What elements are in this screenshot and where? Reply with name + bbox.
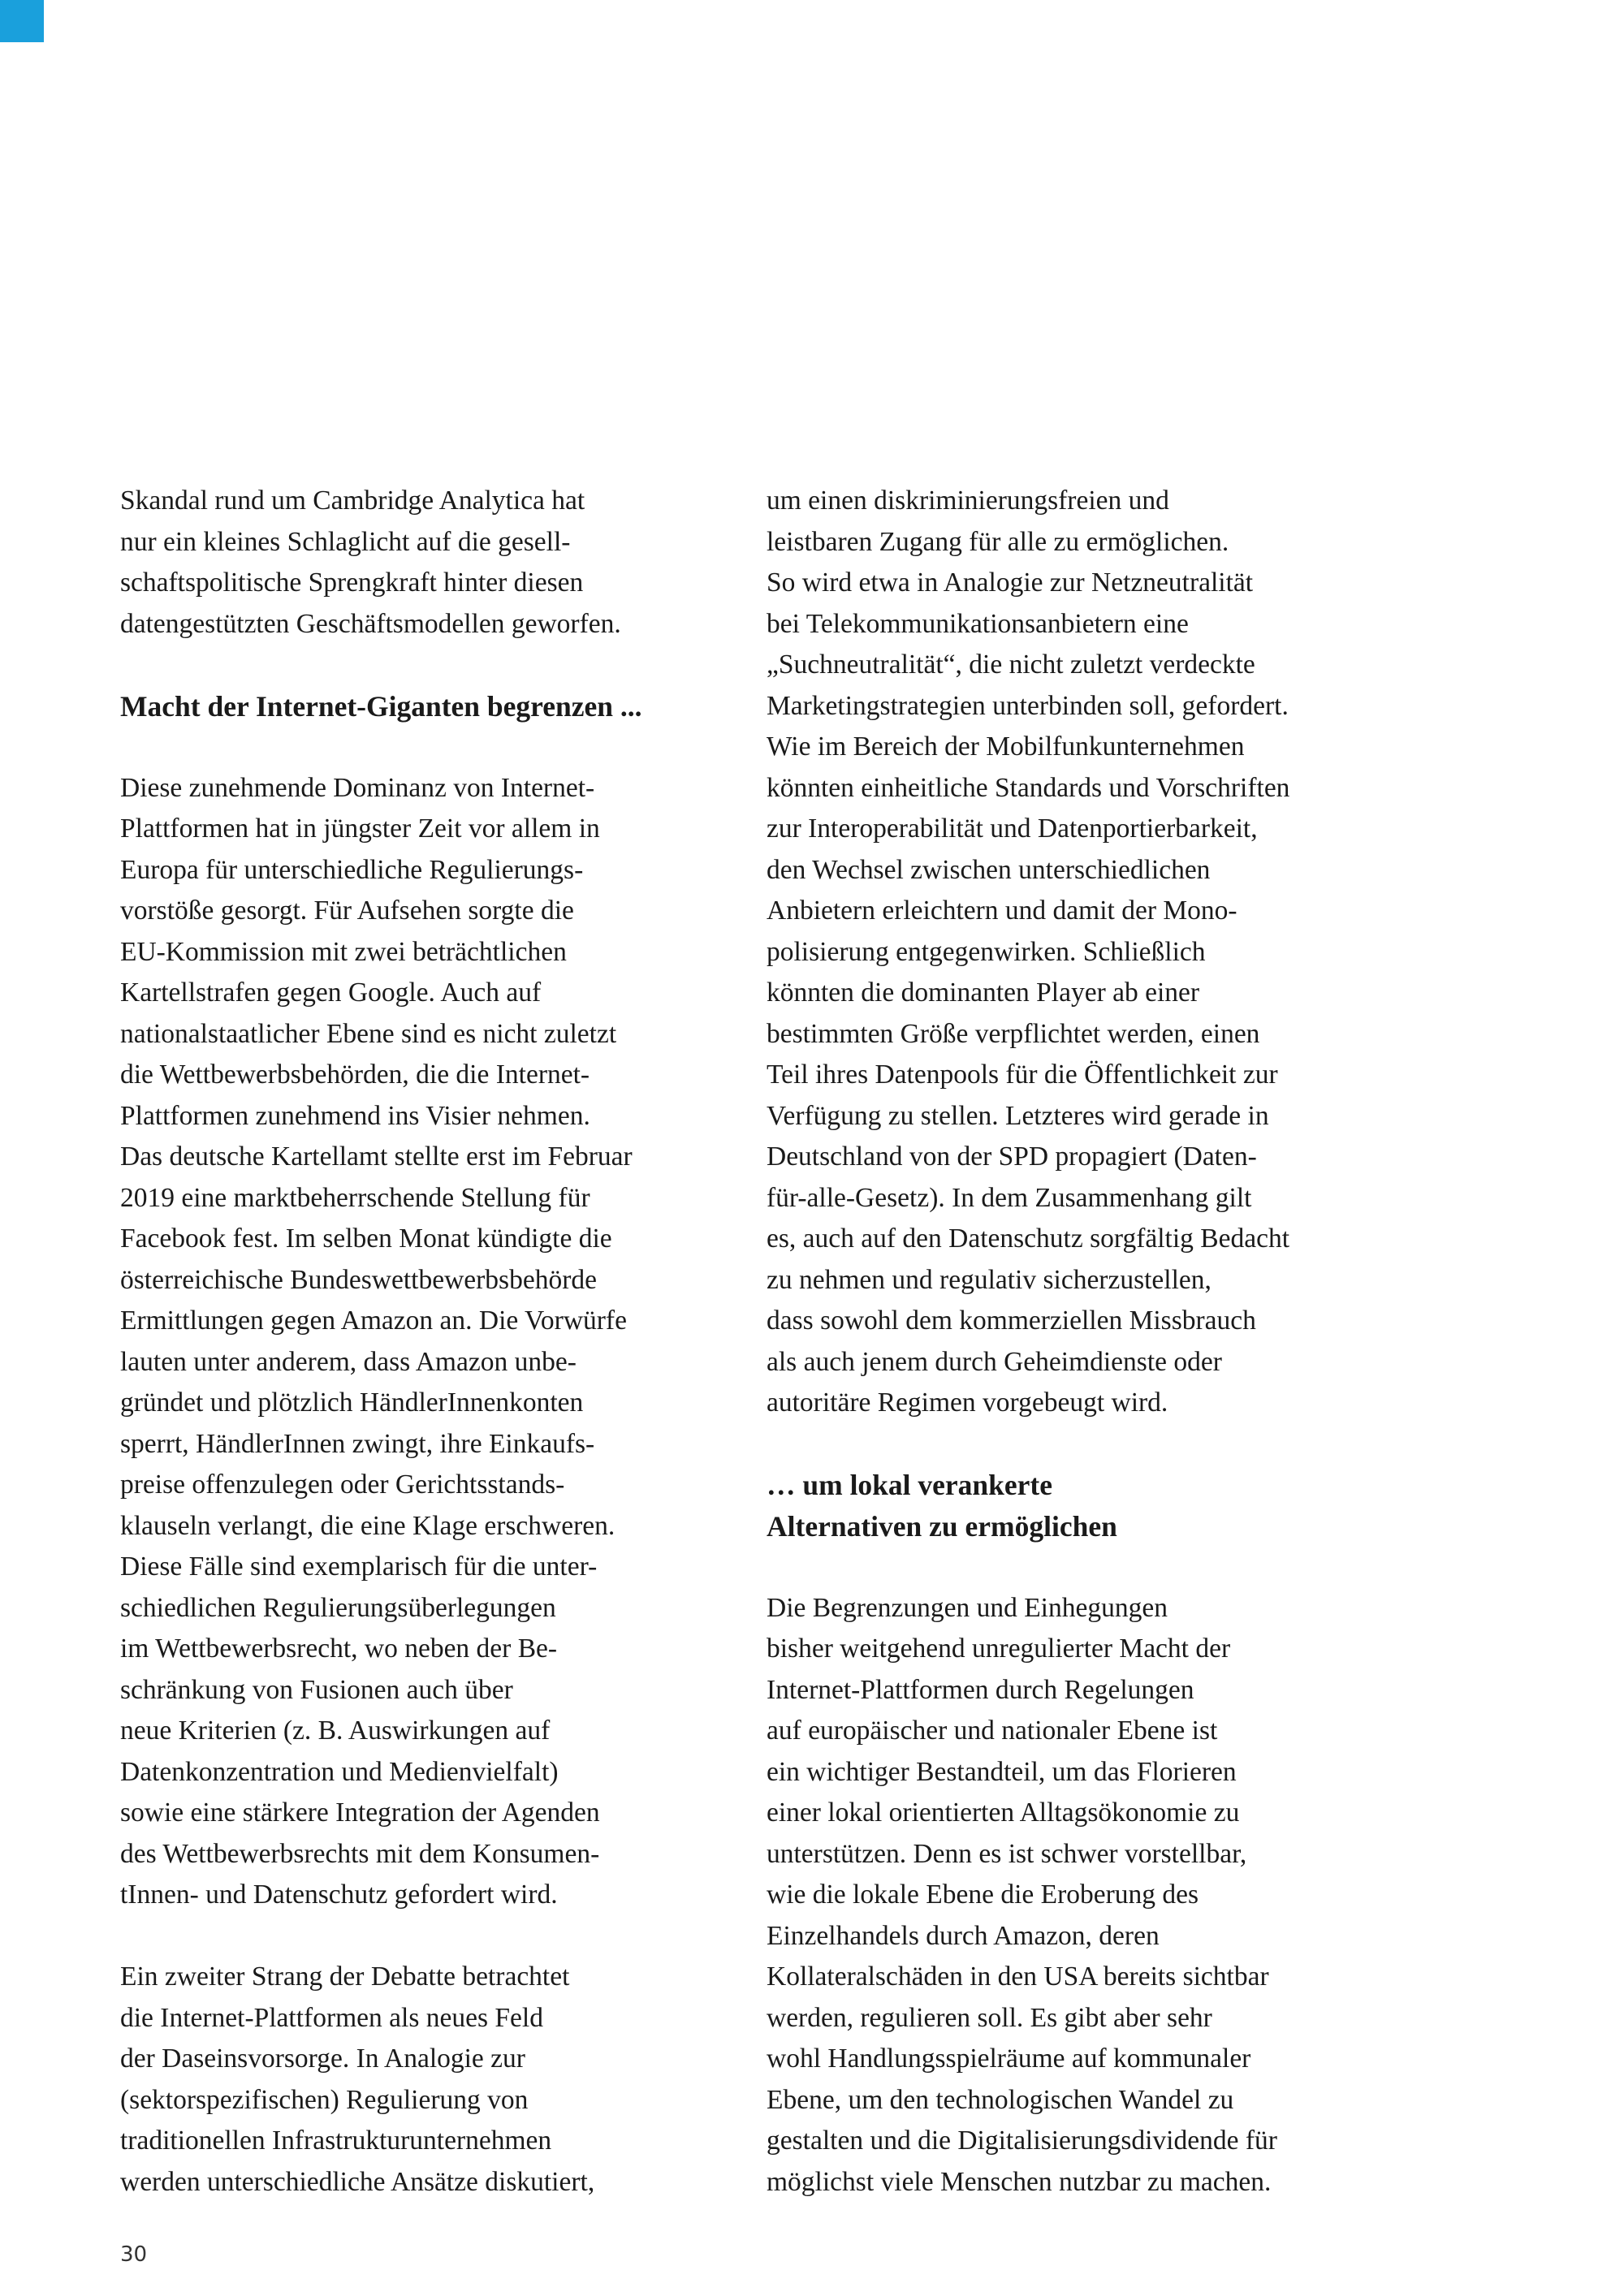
- text-line: bestimmten Größe verpflichtet werden, einen: [767, 1018, 1260, 1049]
- text-line: Wie im Bereich der Mobilfunkunternehmen: [767, 732, 1245, 762]
- text-line: der Daseinsvorsorge. In Analogie zur: [120, 2044, 525, 2074]
- text-line: Kollateralschäden in den USA bereits sichtbar: [767, 1962, 1269, 1992]
- intro-paragraph: [120, 481, 754, 645]
- text-line: werden unterschiedliche Ansätze diskutiert,: [120, 2166, 595, 2197]
- text-line: schiedlichen Regulierungsüberlegungen: [120, 1592, 556, 1623]
- text-line: um einen diskriminierungsfreien und: [767, 486, 1169, 516]
- text-line: Facebook fest. Im selben Monat kündigte die: [120, 1224, 612, 1254]
- text-line: (sektorspezifischen) Regulierung von: [120, 2084, 529, 2115]
- text-line: bisher weitgehend unregulierter Macht der: [767, 1634, 1231, 1664]
- text-line: im Wettbewerbsrecht, wo neben der Be-: [120, 1634, 558, 1664]
- text-line: ein wichtiger Bestandteil, um das Florieren: [767, 1756, 1237, 1787]
- left-column: [120, 481, 754, 2203]
- text-line: datengestützten Geschäftsmodellen geworfen.: [120, 608, 621, 639]
- text-line: preise offenzulegen oder Gerichtsstands-: [120, 1470, 565, 1500]
- text-line: Anbietern erleichtern und damit der Mono-: [767, 896, 1237, 926]
- begrenzungen-paragraph: [767, 1588, 1400, 2203]
- text-line: leistbaren Zugang für alle zu ermöglichen.: [767, 526, 1229, 557]
- text-line: nationalstaatlicher Ebene sind es nicht zuletzt: [120, 1018, 617, 1049]
- text-line: es, auch auf den Datenschutz sorgfältig Bedacht: [767, 1224, 1290, 1254]
- text-line: sperrt, HändlerInnen zwingt, ihre Einkaufs-: [120, 1428, 595, 1459]
- text-line: als auch jenem durch Geheimdienste oder: [767, 1346, 1222, 1377]
- text-line: tInnen- und Datenschutz gefordert wird.: [120, 1880, 558, 1910]
- text-line: Ebene, um den technologischen Wandel zu: [767, 2084, 1234, 2115]
- text-line: Internet-Plattformen durch Regelungen: [767, 1674, 1194, 1705]
- text-line: … um lokal verankerte: [767, 1469, 1053, 1501]
- text-line: die Wettbewerbsbehörden, die die Internet-: [120, 1060, 590, 1090]
- text-line: auf europäischer und nationaler Ebene ist: [767, 1716, 1218, 1746]
- text-line: klauseln verlangt, die eine Klage erschweren.: [120, 1510, 615, 1541]
- text-line: Datenkonzentration und Medienvielfalt): [120, 1756, 559, 1787]
- text-line: EU-Kommission mit zwei beträchtlichen: [120, 936, 567, 967]
- text-line: So wird etwa in Analogie zur Netzneutralität: [767, 568, 1254, 598]
- text-line: den Wechsel zwischen unterschiedlichen: [767, 854, 1211, 885]
- text-line: „Suchneutralität“, die nicht zuletzt verdeckte: [767, 650, 1255, 680]
- text-line: neue Kriterien (z. B. Auswirkungen auf: [120, 1716, 551, 1746]
- text-line: schränkung von Fusionen auch über: [120, 1674, 513, 1705]
- text-line: Ein zweiter Strang der Debatte betrachtet: [120, 1962, 570, 1992]
- text-line: Teil ihres Datenpools für die Öffentlichkeit zur: [767, 1060, 1278, 1090]
- text-line: Marketingstrategien unterbinden soll, gefordert.: [767, 690, 1289, 721]
- text-line: Kartellstrafen gegen Google. Auch auf: [120, 978, 542, 1008]
- text-line: österreichische Bundeswettbewerbsbehörde: [120, 1264, 597, 1295]
- text-line: nur ein kleines Schlaglicht auf die gesell-: [120, 526, 571, 557]
- dominanz-paragraph: [120, 768, 754, 1916]
- text-line: wohl Handlungsspielräume auf kommunaler: [767, 2044, 1251, 2074]
- text-line: vorstöße gesorgt. Für Aufsehen sorgte die: [120, 896, 574, 926]
- corner-color-mark: [0, 0, 44, 42]
- text-line: Skandal rund um Cambridge Analytica hat: [120, 486, 585, 516]
- section-heading-macht: Macht der Internet-Giganten begrenzen ...: [120, 689, 642, 723]
- text-line: für-alle-Gesetz). In dem Zusammenhang gilt: [767, 1182, 1252, 1213]
- text-line: Ermittlungen gegen Amazon an. Die Vorwürfe: [120, 1306, 627, 1336]
- text-line: werden, regulieren soll. Es gibt aber sehr: [767, 2002, 1212, 2033]
- text-line: Verfügung zu stellen. Letzteres wird gerade in: [767, 1100, 1269, 1131]
- text-line: Das deutsche Kartellamt stellte erst im Februar: [120, 1142, 633, 1172]
- text-line: die Internet-Plattformen als neues Feld: [120, 2002, 543, 2033]
- section-heading-alternativen: [767, 1465, 1400, 1547]
- text-line: autoritäre Regimen vorgebeugt wird.: [767, 1388, 1168, 1418]
- text-line: polisierung entgegenwirken. Schließlich: [767, 936, 1206, 967]
- text-line: traditionellen Infrastrukturunternehmen: [120, 2126, 552, 2156]
- text-line: Die Begrenzungen und Einhegungen: [767, 1592, 1168, 1623]
- daseinsvorsorge-paragraph: [120, 1957, 754, 2203]
- text-line: gestalten und die Digitalisierungsdividende für: [767, 2126, 1277, 2156]
- text-line: möglichst viele Menschen nutzbar zu machen.: [767, 2166, 1272, 2197]
- text-line: des Wettbewerbsrechts mit dem Konsumen-: [120, 1838, 600, 1869]
- text-line: 2019 eine marktbeherrschende Stellung für: [120, 1182, 590, 1213]
- text-line: wie die lokale Ebene die Eroberung des: [767, 1880, 1199, 1910]
- text-line: zur Interoperabilität und Datenportierbarkeit,: [767, 814, 1258, 844]
- text-line: Plattformen zunehmend ins Visier nehmen.: [120, 1100, 590, 1131]
- text-line: zu nehmen und regulativ sicherzustellen,: [767, 1264, 1212, 1295]
- text-line: lauten unter anderem, dass Amazon unbe-: [120, 1346, 577, 1377]
- text-line: Einzelhandels durch Amazon, deren: [767, 1920, 1160, 1951]
- text-line: Alternativen zu ermöglichen: [767, 1509, 1117, 1543]
- text-line: schaftspolitische Sprengkraft hinter diesen: [120, 568, 584, 598]
- zugang-paragraph: [767, 481, 1400, 1424]
- text-line: Europa für unterschiedliche Regulierungs-: [120, 854, 584, 885]
- text-line: sowie eine stärkere Integration der Agenden: [120, 1798, 600, 1828]
- text-line: Deutschland von der SPD propagiert (Daten-: [767, 1142, 1257, 1172]
- text-line: gründet und plötzlich HändlerInnenkonten: [120, 1388, 584, 1418]
- text-line: Plattformen hat in jüngster Zeit vor allem in: [120, 814, 600, 844]
- text-line: bei Telekommunikationsanbietern eine: [767, 608, 1189, 639]
- text-line: könnten einheitliche Standards und Vorschriften: [767, 772, 1290, 803]
- text-line: unterstützen. Denn es ist schwer vorstellbar,: [767, 1838, 1247, 1869]
- text-line: Diese zunehmende Dominanz von Internet-: [120, 772, 595, 803]
- right-column: [767, 481, 1400, 2203]
- text-line: einer lokal orientierten Alltagsökonomie zu: [767, 1798, 1240, 1828]
- text-line: dass sowohl dem kommerziellen Missbrauch: [767, 1306, 1256, 1336]
- page-number: 30: [120, 2242, 148, 2267]
- text-line: könnten die dominanten Player ab einer: [767, 978, 1200, 1008]
- text-line: Diese Fälle sind exemplarisch für die unter-: [120, 1552, 598, 1582]
